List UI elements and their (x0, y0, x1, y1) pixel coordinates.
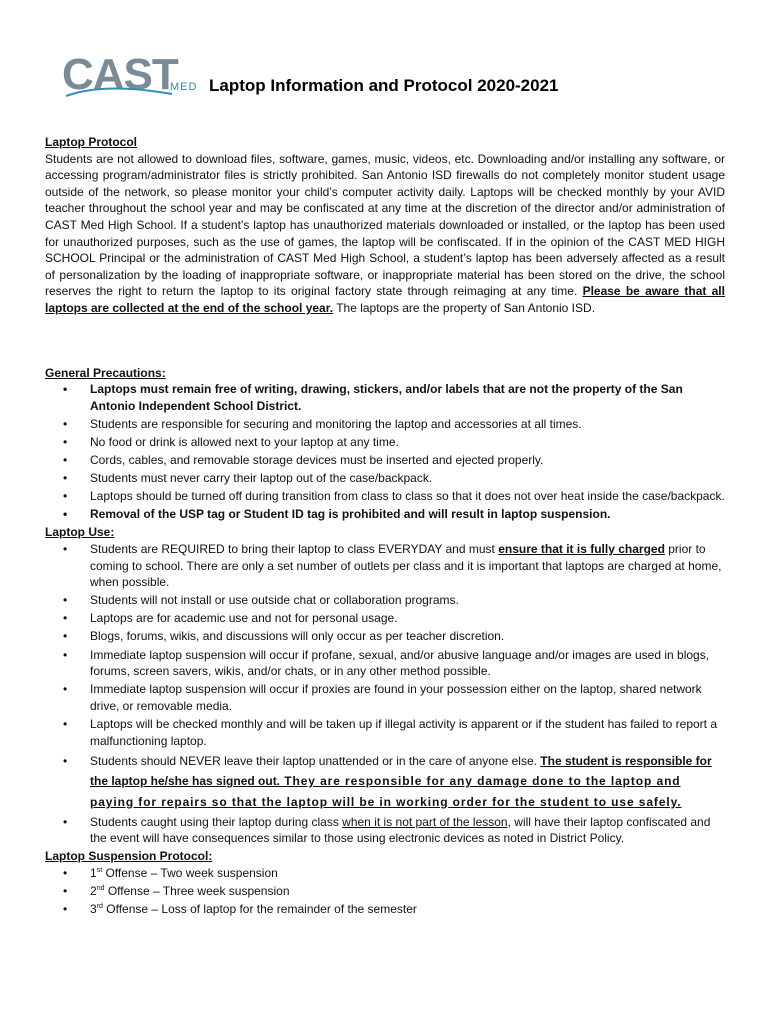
list-item (45, 901, 725, 918)
page-title: Laptop Information and Protocol 2020-2021 (209, 76, 559, 95)
offense-number: 3 (90, 902, 97, 917)
list-item (45, 814, 725, 847)
list-item: • Laptops will be checked monthly and will be taken up if illegal activity is apparent or if the student has failed to report a malfunctioning laptop. (45, 716, 725, 749)
damage-responsibility: They are responsible for any damage done to the laptop and paying for repairs so that the laptop will be in working order for the student to use safely. (90, 774, 682, 809)
protocol-collection-notice: Please be aware that all laptops are collected at the end of the school year. (45, 284, 725, 315)
logo-swoosh-icon (64, 84, 174, 100)
list-item: • Immediate laptop suspension will occur if profane, sexual, and/or abusive language and/or images are used in blogs, forums, screen savers, wikis, and/or chats, or in any other method possible. (45, 647, 725, 680)
laptop-use-list (45, 541, 725, 847)
list-item: • Students will not install or use outside chat or collaboration programs. (45, 592, 725, 609)
section-spacer (45, 317, 725, 365)
protocol-text: Students are not allowed to download files, software, games, music, videos, etc. Downloading and/or installing any software, or accessing program/administrator files is strictly prohibited. San Antonio ISD firewalls do not completely monitor student usage outside of the network, so please monitor your child’s computer activity daily. Laptops will be checked monthly by your AVID teacher throughout the school year and may be confiscated at any time at the discretion of the director and/or administration of CAST Med High School. If a student’s laptop has unauthorized materials downloaded or installed, or the laptop has been used for unauthorized purposes, such as the use of games, the laptop will be confiscated. If in the opinion of the CAST MED HIGH SCHOOL Principal or the administration of CAST Med High School, a student’s laptop has been adversely affected as a result of personalization by the loading of inappropriate software, or inappropriate material has been stored on the drive, the school reserves the right to return the laptop to its original factory state through reimaging at any time. (45, 151, 725, 299)
charge-rule-emphasis: ensure that it is fully charged (498, 541, 665, 556)
list-item (45, 865, 725, 882)
caught-rule-tail: , will have their laptop confiscated and the event will have consequences similar to those using electronic devices as noted in District Policy. (90, 814, 711, 846)
list-item: • Students must never carry their laptop out of the case/backpack. (45, 470, 725, 487)
list-item (45, 883, 725, 900)
list-item: • No food or drink is allowed next to your laptop at any time. (45, 434, 725, 451)
offense-ordinal: st (96, 866, 103, 874)
offense-text: Offense – Loss of laptop for the remainder of the semester (102, 902, 417, 917)
list-item: • Blogs, forums, wikis, and discussions will only occur as per teacher discretion. (45, 628, 725, 645)
laptop-protocol-paragraph (45, 151, 725, 317)
charge-rule-tail: prior to coming to school. There are only a set number of outlets per class and it is important that laptops are charged at home, when possible. (90, 541, 722, 590)
list-item: • Laptops are for academic use and not for personal usage. (45, 610, 725, 627)
list-item: • Students are responsible for securing and monitoring the laptop and accessories at all times. (45, 416, 725, 433)
logo-med-text: MED (170, 81, 198, 93)
document-body (45, 134, 725, 919)
list-item: • Laptops should be turned off during transition from class to class so that it does not over heat inside the case/backpack. (45, 488, 725, 505)
list-item: • Cords, cables, and removable storage devices must be inserted and ejected properly. (45, 452, 725, 469)
list-item: • Laptops must remain free of writing, drawing, stickers, and/or labels that are not the property of the San Antonio Independent School District. (45, 381, 725, 414)
signed-out-responsibility: The student is responsible for the laptop he/she has signed out. (90, 753, 712, 789)
caught-rule-emphasis: when it is not part of the lesson (342, 814, 508, 829)
laptop-protocol-heading: Laptop Protocol (45, 135, 137, 149)
list-item (45, 751, 725, 813)
laptop-use-heading: Laptop Use: (45, 525, 115, 540)
offense-number: 1 (90, 865, 97, 880)
caught-rule-text: Students caught using their laptop during class (90, 814, 343, 829)
offense-text: Offense – Two week suspension (102, 865, 278, 880)
offense-number: 2 (90, 883, 97, 898)
charge-rule-text: Students are REQUIRED to bring their laptop to class EVERYDAY and must (90, 541, 499, 556)
list-item: • Immediate laptop suspension will occur if proxies are found in your possession either on the laptop, shared network drive, or removable media. (45, 681, 725, 714)
unattended-rule-text: Students should NEVER leave their laptop unattended or in the care of anyone else. (90, 753, 541, 768)
precautions-list (45, 381, 725, 523)
cast-med-logo (62, 50, 212, 104)
protocol-ownership-text: The laptops are the property of San Antonio ISD. (333, 300, 596, 315)
list-item (45, 541, 725, 591)
suspension-list (45, 865, 725, 918)
document-header (62, 50, 742, 104)
offense-text: Offense – Three week suspension (104, 883, 290, 898)
list-item: • Removal of the USP tag or Student ID tag is prohibited and will result in laptop suspension. (45, 506, 725, 523)
offense-ordinal: rd (96, 903, 103, 911)
general-precautions-heading: General Precautions: (45, 365, 166, 380)
logo-wordmark: CAST (62, 50, 178, 99)
offense-ordinal: nd (96, 884, 105, 892)
suspension-protocol-heading: Laptop Suspension Protocol: (45, 849, 213, 864)
